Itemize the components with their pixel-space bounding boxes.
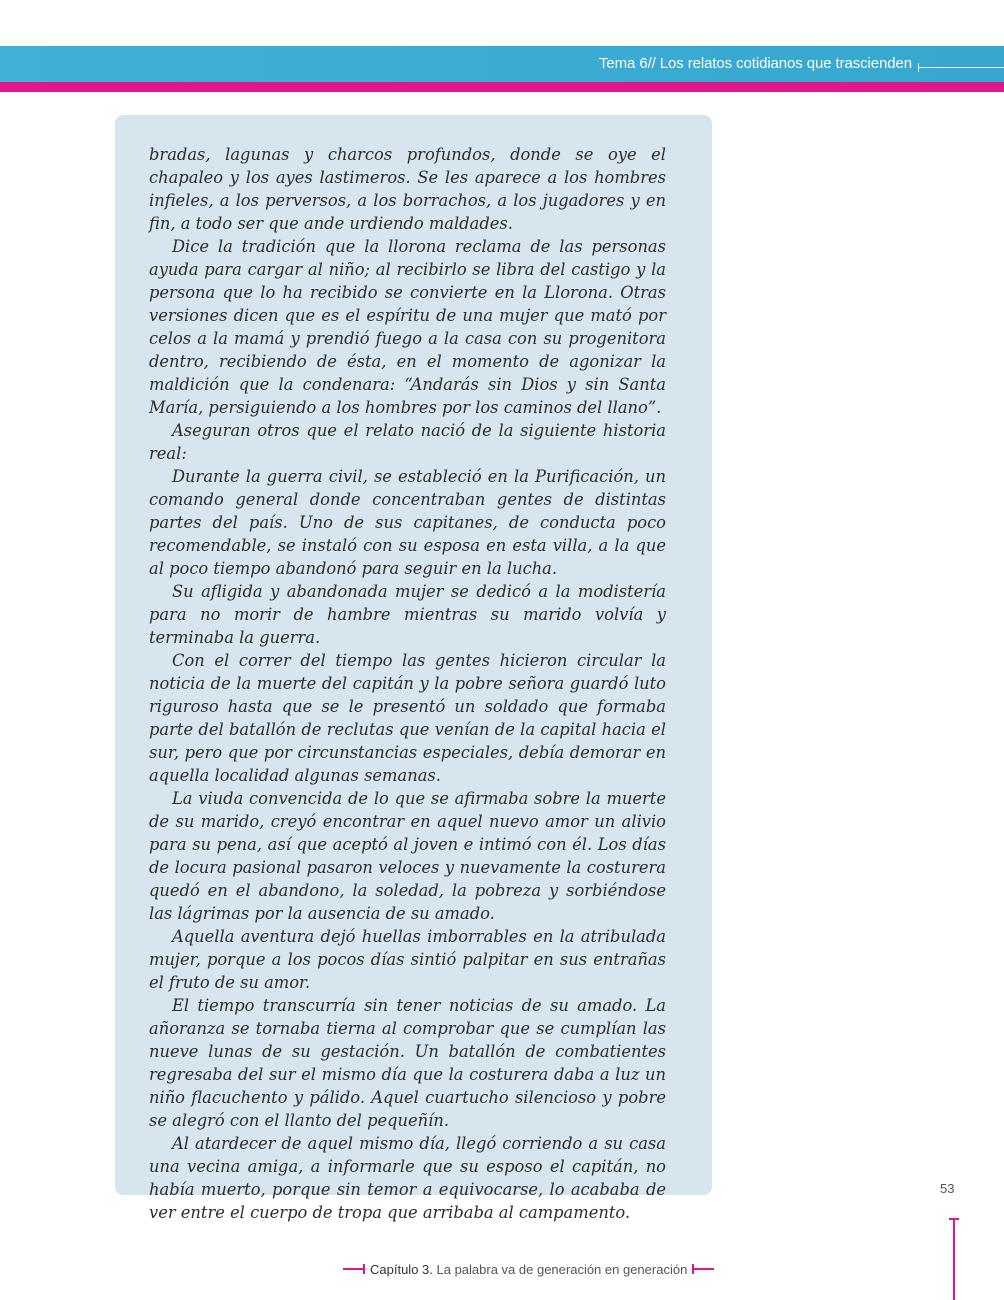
- page-number: 53: [940, 1181, 955, 1196]
- side-rule: [953, 1219, 955, 1300]
- footer-rule-left: [343, 1268, 365, 1270]
- footer-chapter: Capítulo 3.: [370, 1261, 433, 1277]
- footer: [343, 1260, 714, 1278]
- section-title: Tema 6// Los relatos cotidianos que trascienden: [599, 55, 912, 72]
- footer-text: [365, 1262, 692, 1277]
- paragraph: Dice la tradición que la llorona reclama de las personas ayuda para cargar al niño; al recibirlo se libra del castigo y la persona que lo ha recibido se convierte en la Llorona. Otras versiones dicen que es el espíritu de una mujer que mató por celos a la mamá y prendió fuego a la casa con su progenitora dentro, recibiendo de ésta, en el momento de agonizar la maldición que la condenara: “Andarás sin Dios y sin Santa María, persiguiendo a los hombres por los caminos del llano”.: [149, 237, 666, 417]
- reading-text: [149, 143, 666, 1224]
- paragraph: Su afligida y abandonada mujer se dedicó a la modistería para no morir de hambre mientras su marido volvía y terminaba la guerra.: [149, 582, 666, 647]
- header-accent-stripe: [0, 82, 1004, 92]
- paragraph: Al atardecer de aquel mismo día, llegó corriendo a su casa una vecina amiga, a informarle que su esposo el capitán, no había muerto, porque sin temor a equivocarse, lo acababa de ver entre el cuerpo de tropa que arribaba al campamento.: [149, 1134, 666, 1222]
- paragraph: Con el correr del tiempo las gentes hicieron circular la noticia de la muerte del capitán y la pobre señora guardó luto riguroso hasta que se le presentó un soldado que formaba parte del batallón de reclutas que venían de la capital hacia el sur, pero que por circunstancias especiales, debía demorar en aquella localidad algunas semanas.: [149, 651, 666, 785]
- paragraph: Aquella aventura dejó huellas imborrables en la atribulada mujer, porque a los pocos días sintió palpitar en sus entrañas el fruto de su amor.: [149, 927, 666, 992]
- footer-subtitle: La palabra va de generación en generación: [436, 1261, 688, 1277]
- paragraph: Durante la guerra civil, se estableció en la Purificación, un comando general donde concentraban gentes de distintas partes del país. Uno de sus capitanes, de conducta poco recomendable, se instaló con su esposa en esta villa, a la que al poco tiempo abandonó para seguir en la lucha.: [149, 467, 666, 578]
- paragraph: La viuda convencida de lo que se afirmaba sobre la muerte de su marido, creyó encontrar en aquel nuevo amor un alivio para su pena, así que aceptó al joven e intimó con él. Los días de locura pasional pasaron veloces y nuevamente la costurera quedó en el abandono, la soledad, la pobreza y sorbiéndose las lágrimas por la ausencia de su amado.: [149, 789, 666, 923]
- footer-rule-right: [692, 1268, 714, 1270]
- header-rule: [918, 67, 1004, 68]
- paragraph: bradas, lagunas y charcos profundos, donde se oye el chapaleo y los ayes lastimeros. Se les aparece a los hombres infieles, a los perversos, a los borrachos, a los jugadores y en fin, a todo ser que ande urdiendo maldades.: [149, 145, 666, 233]
- paragraph: El tiempo transcurría sin tener noticias de su amado. La añoranza se tornaba tierna al comprobar que se cumplían las nueve lunas de su gestación. Un batallón de combatientes regresaba del sur el mismo día que la costurera daba a luz un niño flacuchento y pálido. Aquel cuartucho silencioso y pobre se alegró con el llanto del pequeñín.: [149, 996, 666, 1130]
- paragraph: Aseguran otros que el relato nació de la siguiente historia real:: [149, 421, 666, 463]
- header-rule-tick: [918, 63, 919, 72]
